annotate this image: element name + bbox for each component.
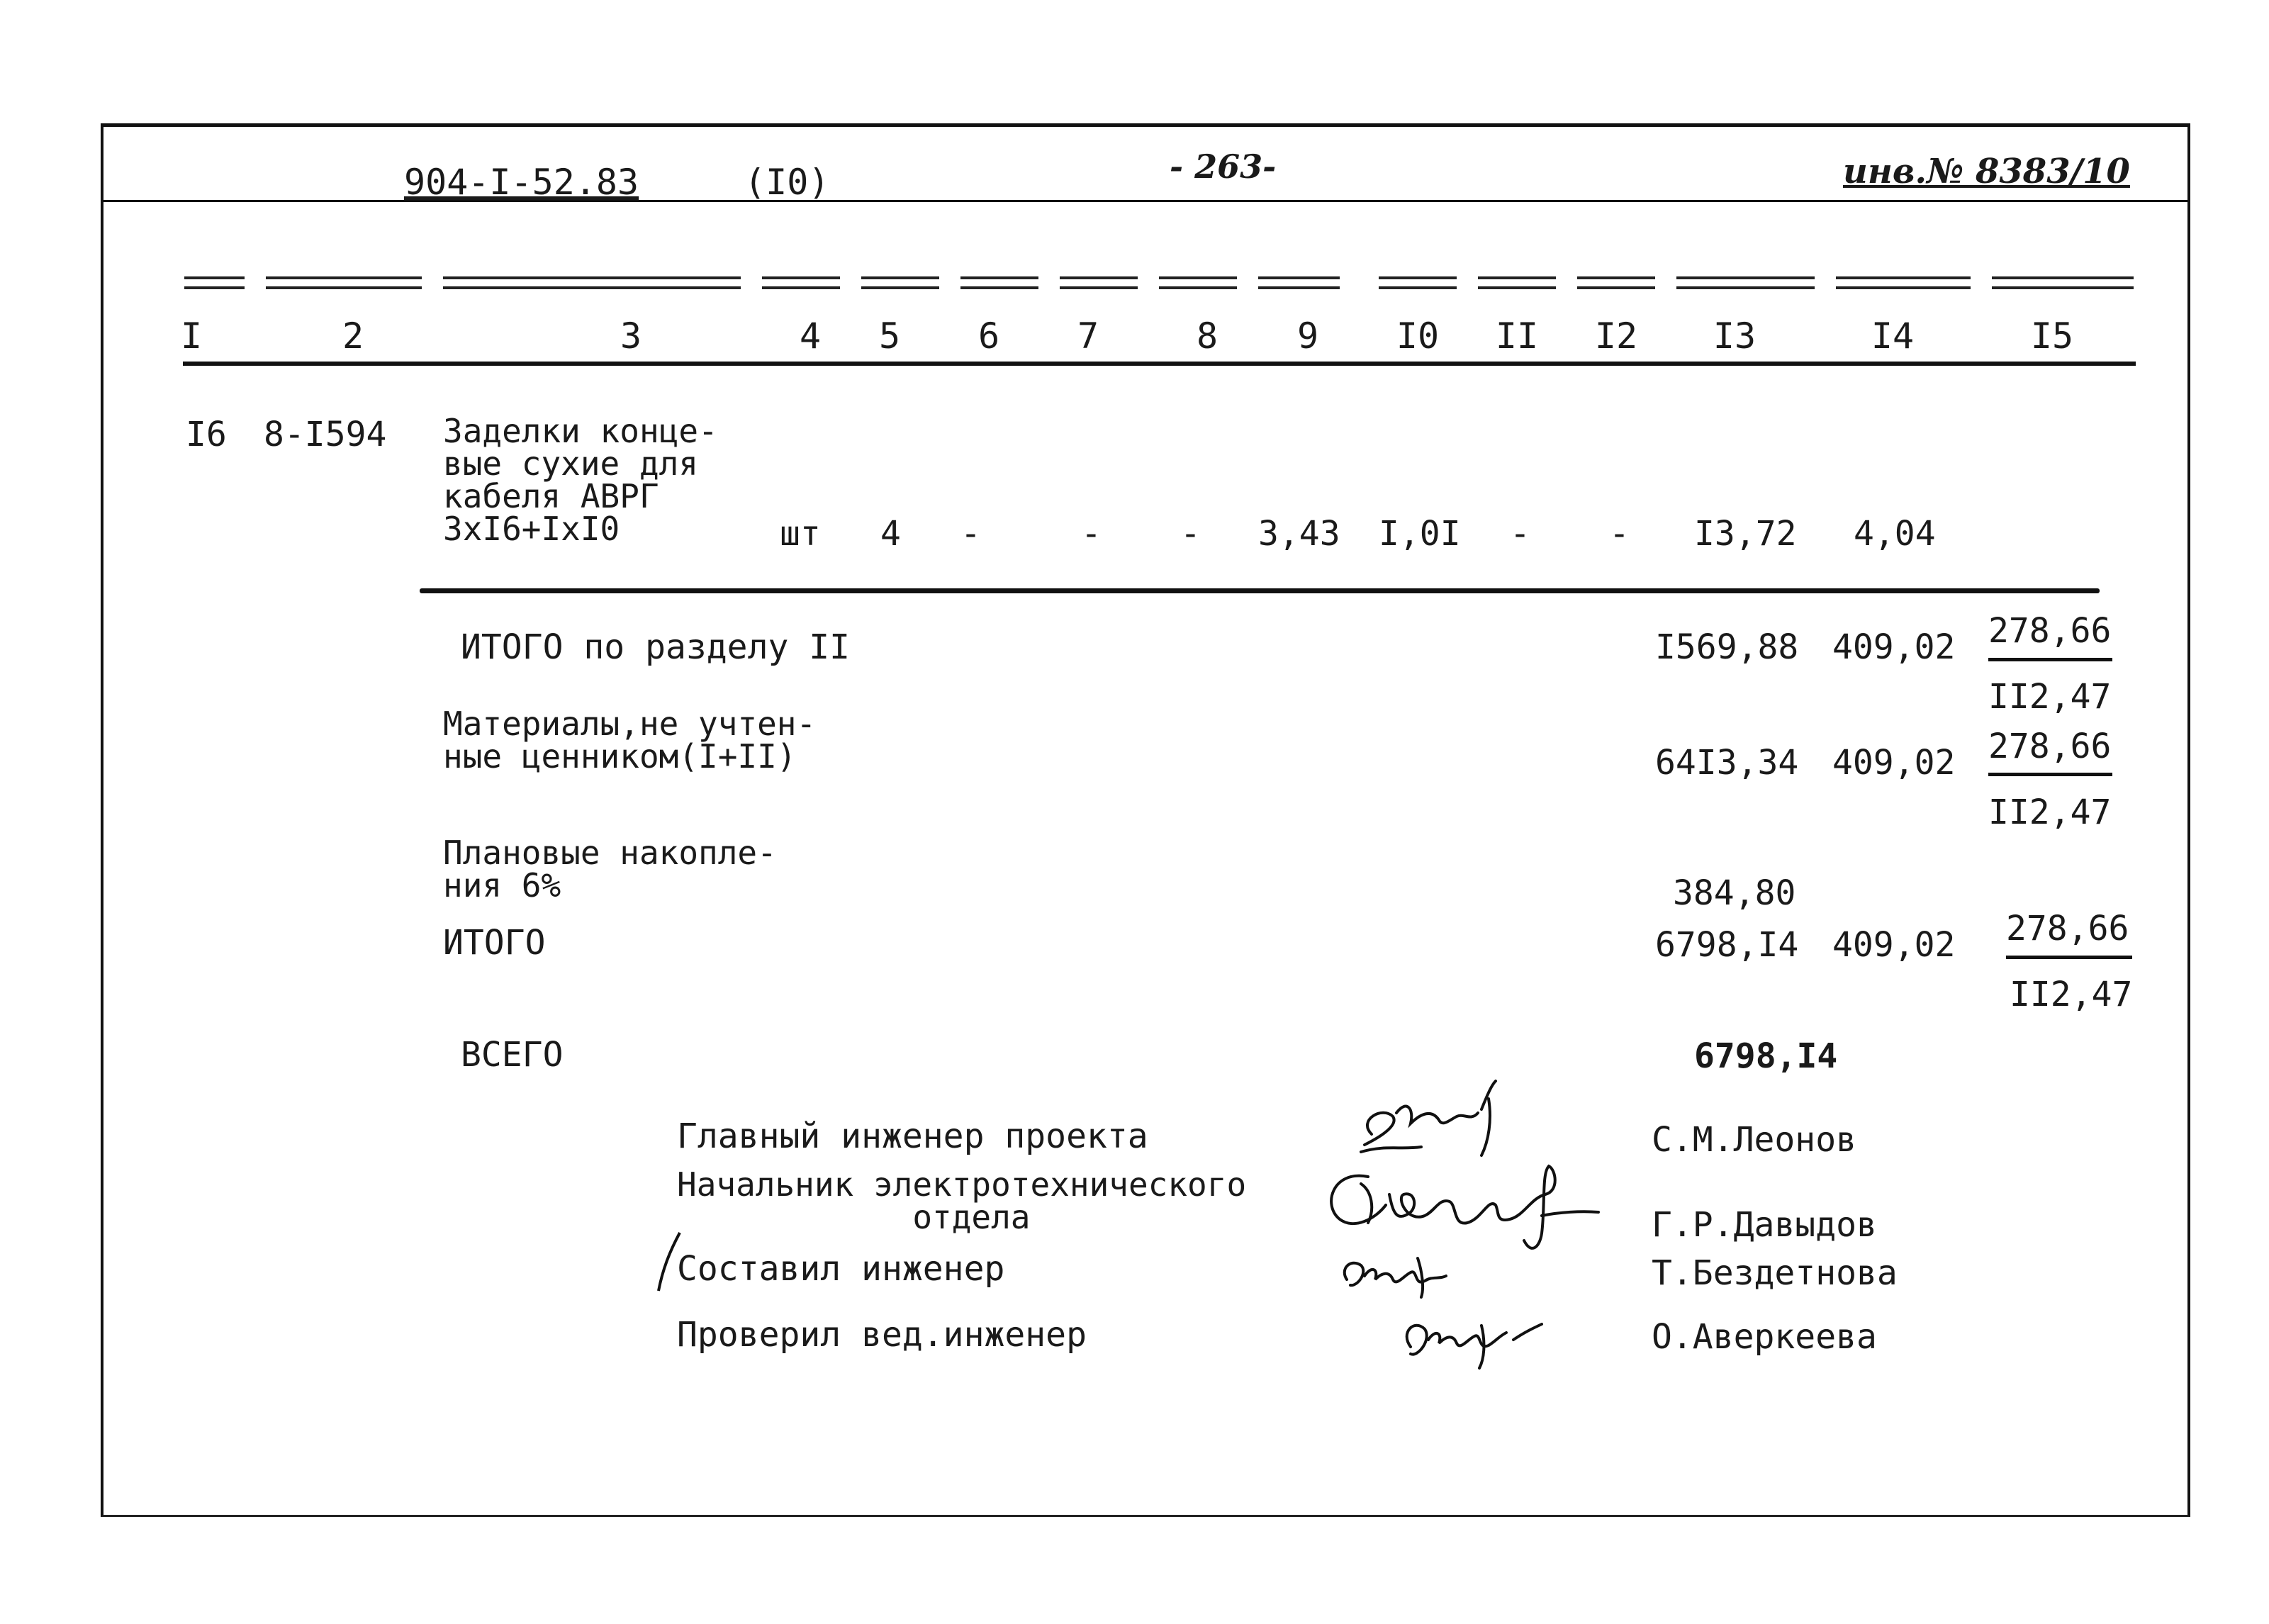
itogo-machine: 278,66 <box>2006 909 2129 948</box>
price-code: 8-I594 <box>264 415 387 454</box>
signature-name: Т.Бездетнова <box>1652 1253 1898 1293</box>
materials-machine: 278,66 <box>1988 727 2112 766</box>
materials-label-line: Материалы,не учтен- <box>443 705 817 743</box>
column-rule <box>762 276 840 289</box>
column-number: 3 <box>620 315 642 357</box>
dash: - <box>1609 514 1630 554</box>
page-number: - 263- <box>1170 147 1277 186</box>
total-cost: I3,72 <box>1694 514 1797 554</box>
row-number: I6 <box>186 415 227 454</box>
description-line: Заделки конце- <box>443 412 718 450</box>
signature-role: Проверил вед.инженер <box>677 1315 1087 1355</box>
section-total-machine-wage: II2,47 <box>1988 677 2112 717</box>
description-line: вые сухие для <box>443 444 699 483</box>
materials-cost: 64I3,34 <box>1655 743 1799 783</box>
column-number: II <box>1495 315 1539 357</box>
materials-label-line: ные ценником(I+II) <box>443 737 797 775</box>
column-rule <box>1159 276 1237 289</box>
signature-name: С.М.Леонов <box>1652 1120 1856 1160</box>
signature-name: Г.Р.Давыдов <box>1652 1205 1877 1245</box>
vsego-cost: 6798,I4 <box>1694 1036 1838 1076</box>
column-number: 2 <box>342 315 364 357</box>
signature-role: Составил инженер <box>677 1249 1005 1289</box>
section-total-machine: 278,66 <box>1988 611 2112 651</box>
section-total-cost: I569,88 <box>1655 627 1799 667</box>
fraction-bar <box>1988 773 2112 776</box>
signature-averkeeva-icon <box>1393 1297 1549 1375</box>
materials-wage: 409,02 <box>1832 743 1956 783</box>
dash: - <box>1510 514 1530 554</box>
planned-label-line: Плановые накопле- <box>443 834 777 872</box>
itogo-machine-wage: II2,47 <box>2010 975 2133 1014</box>
column-rule <box>1379 276 1457 289</box>
column-rule <box>1478 276 1556 289</box>
fraction-bar <box>1988 658 2112 661</box>
signature-bezdetnova-icon <box>1333 1237 1474 1301</box>
itogo-wage: 409,02 <box>1832 925 1956 965</box>
description-line: 3хI6+IхI0 <box>443 510 620 548</box>
column-number: 7 <box>1077 315 1099 357</box>
fraction-bar <box>2006 956 2132 959</box>
column-rule <box>1992 276 2134 289</box>
dash: - <box>1180 514 1201 554</box>
column-number: 9 <box>1296 315 1319 357</box>
column-rule <box>1577 276 1655 289</box>
inventory-number: инв.№ 8383/10 <box>1843 152 2130 191</box>
dash: - <box>1081 514 1102 554</box>
column-rule <box>1676 276 1815 289</box>
column-rule <box>1060 276 1138 289</box>
column-rule <box>1836 276 1971 289</box>
itogo-cost: 6798,I4 <box>1655 925 1799 965</box>
materials-machine-wage: II2,47 <box>1988 793 2112 832</box>
column-rule <box>443 276 741 289</box>
column-rule <box>184 276 245 289</box>
column-number: 5 <box>878 315 901 357</box>
planned-label-line: ния 6% <box>443 866 561 905</box>
column-rule <box>861 276 939 289</box>
column-rule <box>1258 276 1340 289</box>
doc-code: 904-I-52.83 <box>404 162 639 203</box>
section-total-label: ИТОГО по разделу II <box>461 627 851 667</box>
section-total-wage: 409,02 <box>1832 627 1956 667</box>
column-header-rule <box>183 362 2136 366</box>
column-number: 6 <box>977 315 1000 357</box>
column-number: 8 <box>1196 315 1218 357</box>
total-wage: 4,04 <box>1854 514 1936 554</box>
section-number: (I0) <box>744 162 830 203</box>
signature-name: О.Аверкеева <box>1652 1317 1877 1357</box>
vsego-label: ВСЕГО <box>461 1035 564 1075</box>
column-number: I <box>180 315 203 357</box>
column-rule <box>960 276 1038 289</box>
planned-cost: 384,80 <box>1673 873 1796 913</box>
description-line: кабеля АВРГ <box>443 477 659 515</box>
column-number: I0 <box>1396 315 1440 357</box>
signature-role: Главный инженер проекта <box>677 1116 1148 1156</box>
unit: шт <box>780 514 821 554</box>
pen-mark-icon <box>656 1230 684 1294</box>
column-number: I3 <box>1713 315 1757 357</box>
signature-leonov-icon <box>1343 1070 1542 1170</box>
quantity: 4 <box>880 514 901 554</box>
column-rule <box>266 276 422 289</box>
column-number: 4 <box>799 315 822 357</box>
unit-cost: 3,43 <box>1258 514 1340 554</box>
signature-role: Начальник электротехнического отдела <box>677 1165 1247 1236</box>
column-number: I2 <box>1594 315 1638 357</box>
column-number: I4 <box>1871 315 1915 357</box>
itogo-label: ИТОГО <box>443 923 546 963</box>
dash: - <box>960 514 981 554</box>
unit-wage: I,0I <box>1379 514 1461 554</box>
column-number: I5 <box>2030 315 2074 357</box>
totals-rule <box>420 588 2100 593</box>
